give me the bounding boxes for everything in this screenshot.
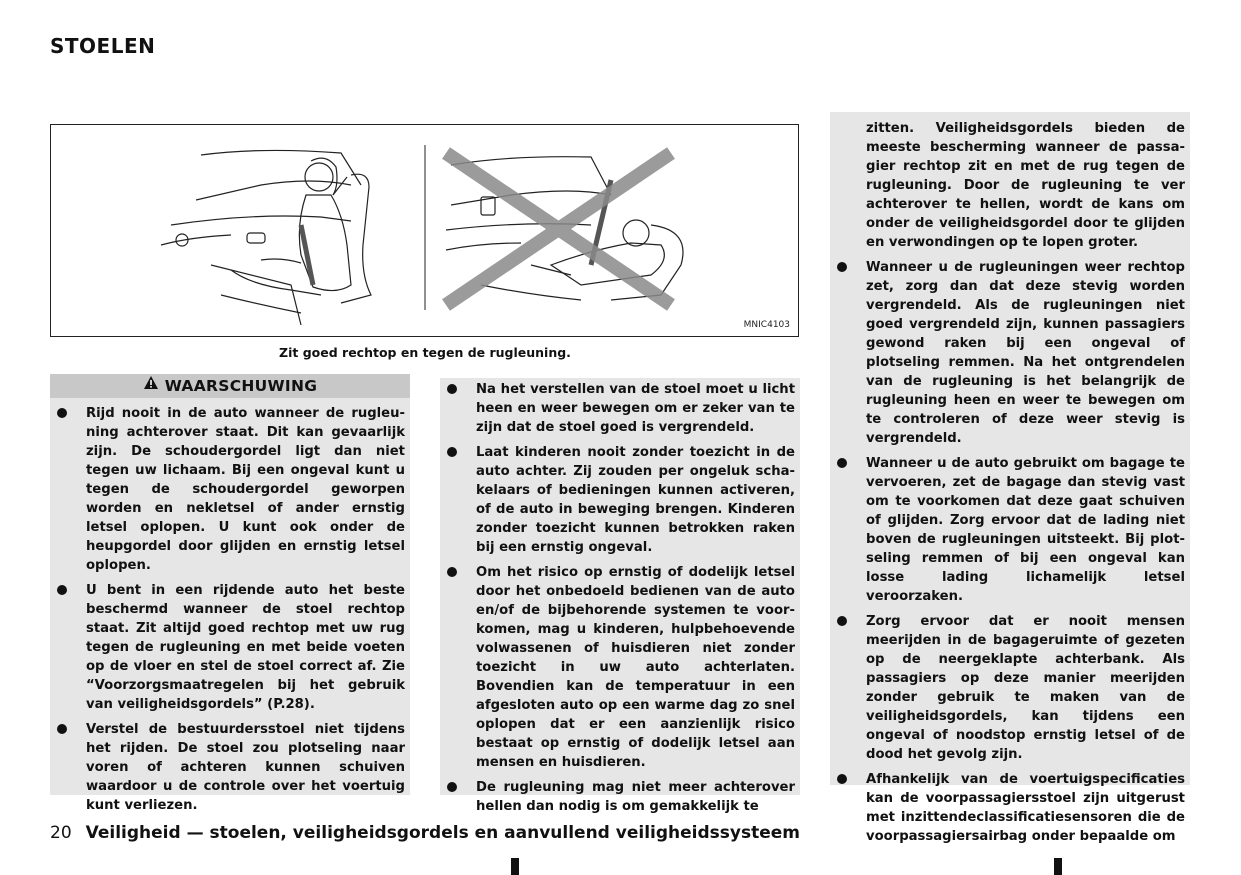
warning-column-2 xyxy=(440,378,800,814)
continued-text: zitten. Veiligheidsgordels bieden de meeste bescherming wanneer de passagier rechtop zit en met de rug tegen de rugleuning. Door de rugleuning te ver achterover te hellen, wordt de kans om onder de veiligheidsgordel door te glijden en verwondingen op te lopen groter. xyxy=(866,121,1185,250)
incorrect-cross-mark xyxy=(446,153,671,305)
footer-title: Veiligheid — stoelen, veiligheidsgordels en aanvullend veiligheidssysteem xyxy=(85,823,800,843)
bullet-icon xyxy=(57,585,67,595)
occupant-head-left xyxy=(305,163,333,191)
list-item: Zorg ervoor dat er nooit mensen meerijden in de bagageruimte of gezeten op de neergeklapte achterbank. Als passagiers op deze manier meerijden zonder gebruik te maken van de veiligheidsgordels, kan tijdens een ongeval of noodstop ernstig letsel of de dood het gevolg zijn. xyxy=(830,612,1185,764)
list-item: Om het risico op ernstig of dodelijk letsel door het onbedoeld bedienen van de auto en/of de bijbehorende systemen te voorkomen, mag u kinderen, hulpbehoevende volwassenen of huisdieren niet zonder toezicht in uw auto achterlaten. Bovendien kan de temperatuur in een afgesloten auto op een warme dag zo snel oplopen dat er een aanzienlijk risico bestaat op ernstig of dodelijk letsel aan mensen en huisdieren. xyxy=(440,563,795,772)
page-number: 20 xyxy=(50,823,72,843)
figure-caption: Zit goed rechtop en tegen de rugleuning. xyxy=(279,345,571,360)
crop-mark xyxy=(1054,858,1062,875)
list-item: Wanneer u de rugleuningen weer rechtop zet, zorg dan dat deze stevig worden vergrendeld. Als de rugleuningen niet goed vergrendeld zijn, kunnen passagiers gewond raken bij een ongeval of plotseling remmen. Na het ontgrendelen van de rugleuning is het belangrijk de rugleuning heen en weer te bewegen om te controleren of deze weer stevig is vergrendeld. xyxy=(830,258,1185,448)
list-item: Wanneer u de auto gebruikt om bagage te vervoeren, zet de bagage dan stevig vast om te voorkomen dat deze gaat schuiven of glijden. Zorg ervoor dat de lading niet boven de rugleuningen uitsteekt. Bij plotseling remmen of bij een ongeval kan losse lading lichamelijk letsel veroorzaken. xyxy=(830,454,1185,606)
illustration-drawing xyxy=(51,125,797,335)
list-item: Na het verstellen van de stoel moet u licht heen en weer bewegen om er zeker van te zijn dat de stoel goed is vergrendeld. xyxy=(440,380,795,437)
list-item: U bent in een rijdende auto het beste beschermd wanneer de stoel rechtop staat. Zit altijd goed rechtop met uw rug tegen de rugleuning en met beide voeten op de vloer en stel de stoel correct af. Zie “Voorzorgsmaatregelen bij het gebruik van veiligheidsgordels” (P.28). xyxy=(50,581,405,714)
bullet-icon xyxy=(447,567,457,577)
bullet-icon xyxy=(837,458,847,468)
bullet-icon xyxy=(447,447,457,457)
bullet-icon xyxy=(447,384,457,394)
warning-title: WAARSCHUWING xyxy=(164,377,318,395)
page-title: STOELEN xyxy=(50,34,156,58)
bullet-icon xyxy=(447,782,457,792)
list-item: Laat kinderen nooit zonder toezicht in de auto achter. Zij zouden per ongeluk schakelaars of bedieningen kunnen activeren, of de auto in beweging brengen. Kinderen zonder toezicht kunnen betrokken raken bij een ernstig ongeval. xyxy=(440,443,795,557)
warning-header xyxy=(50,374,410,398)
list-item: Rijd nooit in de auto wanneer de rugleuning achterover staat. Dit kan gevaarlijk zijn. De schoudergordel ligt dan niet tegen uw lichaam. Bij een ongeval kunt u tegen de schoudergordel geworpen worden en nekletsel of ander ernstig letsel oplopen. U kunt ook onder de heupgordel door glijden en ernstig letsel oplopen. xyxy=(50,404,405,575)
list-item: De rugleuning mag niet meer achterover hellen dan nodig is om gemakkelijk te xyxy=(440,778,795,816)
page-footer xyxy=(50,823,800,843)
list-item: Afhankelijk van de voertuigspecificaties kan de voorpassagiersstoel zijn uitgerust met inzittendeclassificatiesensoren die de voorpassagiersairbag onder bepaalde om xyxy=(830,770,1185,846)
bullet-icon xyxy=(837,616,847,626)
crop-mark xyxy=(511,858,519,875)
warning-box xyxy=(50,374,410,813)
warning-triangle-icon xyxy=(143,373,159,397)
warning-column-3 xyxy=(830,112,1190,844)
seat-posture-illustration xyxy=(50,124,799,337)
bullet-icon xyxy=(837,774,847,784)
bullet-icon xyxy=(837,262,847,272)
bullet-icon xyxy=(57,408,67,418)
list-item: Verstel de bestuurdersstoel niet tijdens het rijden. De stoel zou plotseling naar voren of achteren kunnen schuiven waardoor u de controle over het voertuig kunt verliezen. xyxy=(50,720,405,815)
bullet-icon xyxy=(57,724,67,734)
figure-code: MNIC4103 xyxy=(743,320,790,330)
occupant-head-right xyxy=(623,220,649,246)
